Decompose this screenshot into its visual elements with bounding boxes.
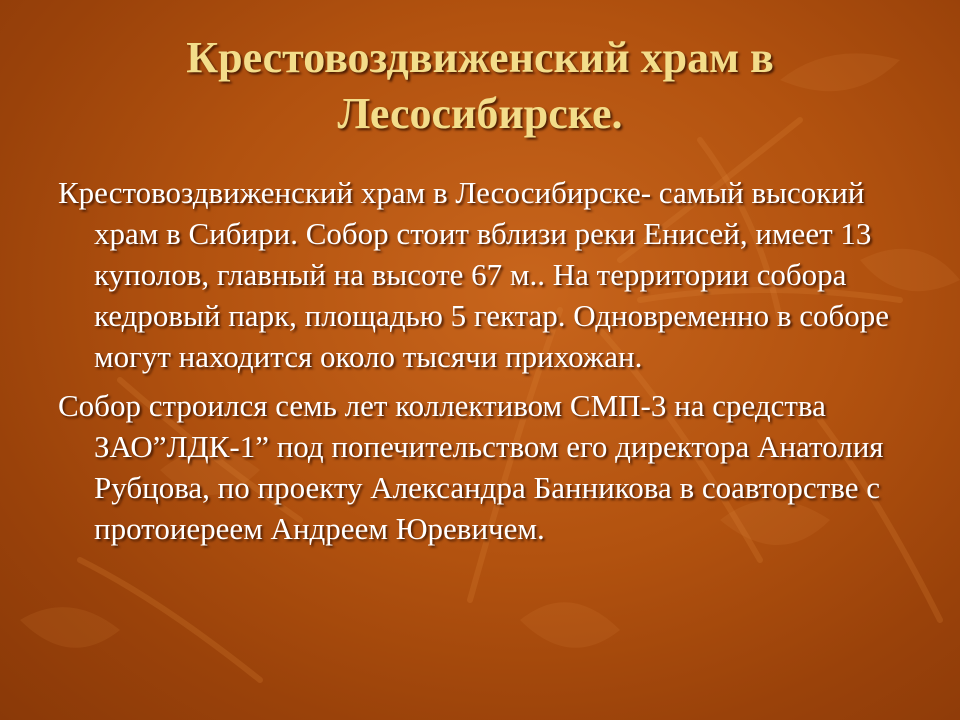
slide-body	[58, 172, 918, 557]
slide-title: Крестовоздвиженский храм в Лесосибирске.	[186, 33, 774, 138]
paragraph-1: Крестовоздвиженский храм в Лесосибирске- самый высокий храм в Сибири. Собор стоит вблизи реки Енисей, имеет 13 куполов, главный на высоте 67 м.. На территории собора кедровый парк, площадью 5 гектар. Одновременно в соборе могут находится около тысячи прихожан.	[58, 175, 890, 374]
paragraph-2: Собор строился семь лет коллективом СМП-3 на средства ЗАО”ЛДК-1” под попечительством его директора Анатолия Рубцова, по проекту Александра Банникова в соавторстве с протоиереем Андреем Юревичем.	[58, 388, 884, 546]
